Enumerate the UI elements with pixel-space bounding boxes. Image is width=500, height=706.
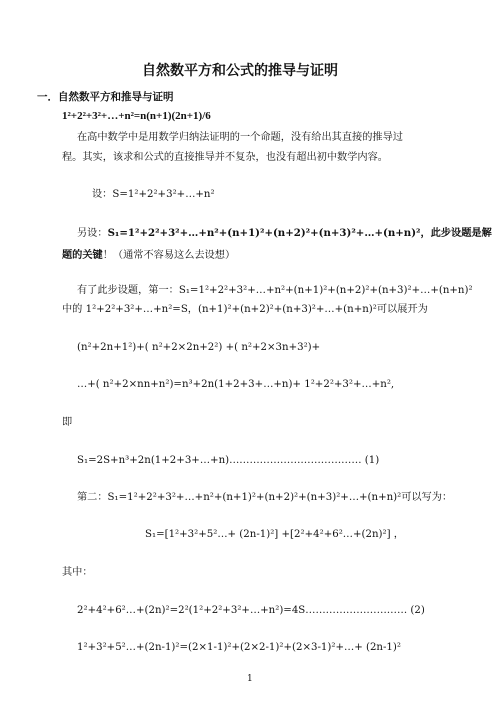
ji-label: 即 — [62, 417, 73, 428]
sum-formula: 1²+2²+3²+…+n²=n(n+1)(2n+1)/6 — [62, 110, 211, 122]
intro-paragraph-line-1: 在高中数学中是用数学归纳法证明的一个命题，没有给出其直接的推导过 — [77, 132, 403, 143]
s1-definition-bold: S₁=1²+2²+3²+…+n²+(n+1)²+(n+2)²+(n+3)²+…+(n+n)²，此步设题是解 — [107, 227, 492, 239]
another-definition-line-2 — [62, 248, 235, 263]
page-number: 1 — [247, 674, 253, 684]
section-heading: 一．自然数平方和推导与证明 — [37, 91, 174, 103]
another-definition-line-1 — [77, 226, 492, 241]
expansion-line-1: (n²+2n+1²)+( n²+2×2n+2²) +( n²+2×3n+3²)+ — [77, 342, 321, 353]
key-step-note: ！（通常不容易这么去设想） — [102, 250, 236, 261]
expansion-line-2: …+( n²+2×nn+n²)=n³+2n(1+2+3+…+n)+ 1²+2²+3²+…+n², — [77, 379, 395, 390]
intro-paragraph-line-2: 程。其实，该求和公式的直接推导并不复杂，也没有超出初中数学内容。 — [62, 152, 388, 163]
step1-line-2: 中的 1²+2²+3²+…+n²=S，(n+1)²+(n+2)²+(n+3)²+…+(n+n)²可以展开为 — [62, 304, 428, 315]
document-title: 自然数平方和公式的推导与证明 — [142, 63, 338, 79]
equation-2: 2²+4²+6²…+(2n)²=2²(1²+2²+3²+…+n²)=4S………………………… (2) — [77, 605, 425, 616]
equation-3: 1²+3²+5²…+(2n-1)²=(2×1-1)²+(2×2-1)²+(2×3-1)²+…+ (2n-1)² — [77, 642, 401, 653]
step2-equation: S₁=[1²+3²+5²…+ (2n-1)²] +[2²+4²+6²…+(2n)²] ， — [145, 529, 404, 540]
step2-line: 第二：S₁=1²+2²+3²+…+n²+(n+1)²+(n+2)²+(n+3)²+…+(n+n)²可以写为： — [77, 492, 453, 503]
equation-1: S₁=2S+n³+2n(1+2+3+…+n)………………………………… (1) — [77, 455, 380, 466]
another-prefix: 另设： — [77, 228, 108, 239]
step1-line-1: 有了此步设题，第一：S₁=1²+2²+3²+…+n²+(n+1)²+(n+2)²+(n+3)²+…+(n+n)² — [77, 285, 473, 296]
key-step-bold: 题的关键 — [62, 249, 103, 261]
qizhong-label: 其中： — [62, 567, 93, 578]
let-s-definition: 设：S=1²+2²+3²+…+n² — [92, 189, 215, 200]
